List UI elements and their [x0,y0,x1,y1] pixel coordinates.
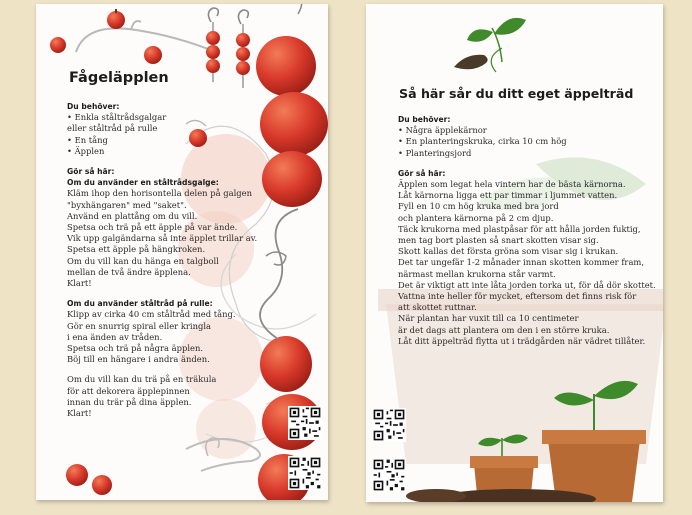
page-title: Fågeläpplen [69,70,169,86]
step-line: Kläm ihop den horisontella delen på galgen [67,188,252,199]
step-line: När plantan har vuxit till ca 10 centimeter [398,313,579,324]
instructions-text [398,114,656,347]
step-line: Gör en snurrig spiral eller kringla [67,320,211,331]
needs-item: • Enkla ståltrådsgalgar [67,112,167,123]
closing-line: för att dekorera äpplepinnen [67,385,190,396]
needs-item: eller ståltråd på rulle [67,123,158,134]
step-line: mellan de två ändre äpplena. [67,266,191,277]
step-line: Det är viktigt att inte låta jorden torka ut, för då dör skottet. [398,279,656,290]
howto-heading: Gör så här: [398,168,446,178]
step-line: Böj till en hängare i andra änden. [67,354,210,365]
closing-line: Klart! [67,408,92,419]
needs-heading: Du behöver: [67,102,120,111]
step-line: Äpplen som legat hela vintern har de bästa kärnorna. [398,179,626,190]
instructions-text [67,101,297,419]
reel-heading: Om du använder ståltråd på rulle: [67,299,213,309]
needs-item: • Några äpplekärnor [398,125,487,136]
hanger-heading: Om du använder en ståltrådsgalge: [67,178,219,188]
step-line: "byxhängaren" med "saket". [67,199,187,210]
closing-line: innan du trär på dina äpplen. [67,396,192,407]
step-line: att skottet ruttnar. [398,302,477,313]
step-line: Klart! [67,278,92,289]
needs-heading: Du behöver: [398,115,451,124]
needs-item: • Planteringsjord [398,147,472,158]
step-line: Spetsa ett äpple på hängkroken. [67,244,206,255]
step-line: Vik upp galgändarna så inte äpplet trillar av. [67,233,258,244]
howto-heading: Gör så här: [67,167,115,177]
step-line: närmast mellan krukorna står varmt. [398,268,556,279]
needs-item: • En tång [67,134,108,145]
qr-code-top[interactable] [372,408,406,442]
closing-line: Om du vill kan du trä på en träkula [67,374,217,385]
qr-code-bottom[interactable] [372,458,406,492]
step-line: Fyll en 10 cm hög kruka med bra jord [398,201,559,212]
step-line: Täck krukorna med plastpåsar för att hålla jorden fuktig, [398,223,641,234]
apple-bird-feeder-card [36,4,328,500]
plant-apple-tree-card [366,4,663,502]
qr-code-bottom[interactable] [288,456,322,490]
needs-item: • Äpplen [67,145,105,156]
step-line: Klipp av cirka 40 cm ståltråd med tång. [67,309,236,320]
step-line: Låt ditt äppelträd flytta ut i trädgården när vädret tillåter. [398,335,646,346]
step-line: och plantera kärnorna på 2 cm djup. [398,212,554,223]
page-title: Så här sår du ditt eget äppelträd [399,86,634,101]
needs-item: • En planteringskruka, cirka 10 cm hög [398,136,567,147]
step-line: men tag bort plasten så snart skotten visar sig. [398,235,599,246]
step-line: Vattna inte heller för mycket, eftersom det finns risk för [398,291,637,302]
step-line: är det dags att plantera om den i en större kruka. [398,324,610,335]
qr-code-top[interactable] [288,406,322,440]
step-line: i ena änden av tråden. [67,331,163,342]
step-line: Använd en plattång om du vill. [67,210,198,221]
step-line: Låt kärnorna ligga ett par timmar i ljummet vatten. [398,190,618,201]
step-line: Skott kallas det första gröna som visar sig i krukan. [398,246,619,257]
step-line: Spetsa och trä på några äpplen. [67,343,204,354]
step-line: Spetsa och trä på ett äpple på var ände. [67,222,238,233]
step-line: Det tar ungefär 1-2 månader innan skotten kommer fram, [398,257,645,268]
step-line: Om du vill kan du hänga en talgboll [67,255,219,266]
